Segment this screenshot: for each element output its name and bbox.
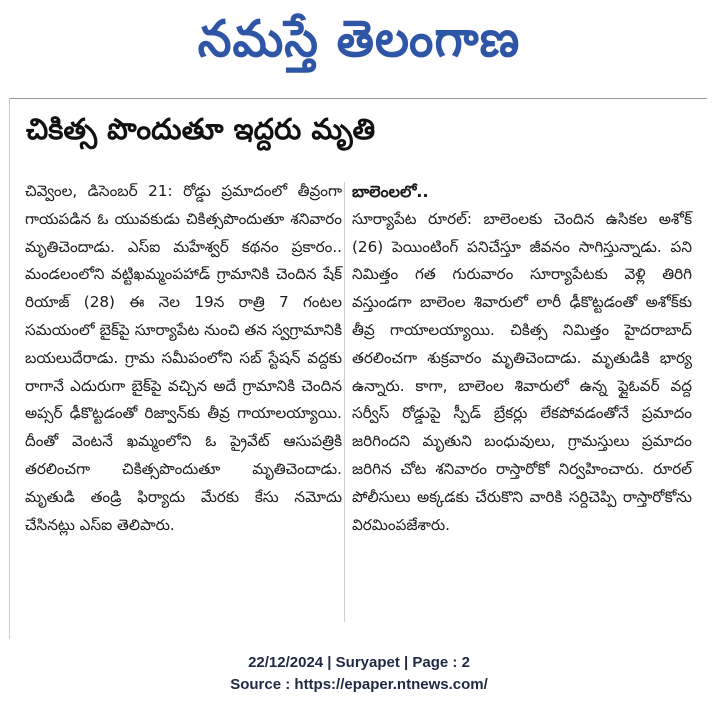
footer [0, 652, 718, 696]
left-column-text: చివ్వెంల, డిసెంబర్ 21: రోడ్డు ప్రమాదంలో తీవ్రంగా గాయపడిన ఓ యువకుడు చికిత్సపొందుతూ శనివారం మృతిచెందాడు. ఎస్ఐ మహేశ్వర్ కథనం ప్రకారం.. మండలంలోని వట్టిఖమ్మంపహాడ్ గ్రామానికి చెందిన షేక్ రియాజ్ (28) ఈ నెల 19న రాత్రి 7 గంటల సమయంలో బైక్‌పై సూర్యాపేట నుంచి తన స్వగ్రామానికి బయలుదేరాడు. గ్రామ సమీపంలోని సబ్ స్టేషన్ వద్దకు రాగానే ఎదురుగా బైక్‌పై వచ్చిన అదే గ్రామానికి చెందిన అప్సర్ ఢీకొట్టడంతో రిజ్వాన్‌కు తీవ్ర గాయాలయ్యాయి. దీంతో వెంటనే ఖమ్మంలోని ఓ ప్రైవేట్ ఆసుపత్రికి తరలించగా చికిత్సపొందుతూ మృతిచెందాడు. మృతుడి తండ్రి ఫిర్యాదు మేరకు కేసు నమోదు చేసినట్లు ఎస్ఐ తెలిపారు. [25, 182, 342, 534]
article-right-column [352, 178, 692, 539]
article-left-column [25, 178, 342, 539]
column-divider [344, 182, 345, 622]
right-column-text: సూర్యాపేట రూరల్: బాలెంలకు చెందిన ఉసికల అశోక్ (26) పెయింటింగ్ పనిచేస్తూ జీవనం సాగిస్తున్నాడు. పని నిమిత్తం గత గురువారం సూర్యాపేటకు వెళ్లి తిరిగి వస్తుండగా బాలెంల శివారులో లారీ ఢీకొట్టడంతో అశోక్‌కు తీవ్ర గాయాలయ్యాయి. చికిత్స నిమిత్తం హైదరాబాద్ తరలించగా శుక్రవారం మృతిచెందాడు. మృతుడికి భార్య ఉన్నారు. కాగా, బాలెంల శివారులో ఉన్న ఫ్లైఓవర్ వద్ద సర్వీస్ రోడ్డుపై స్పీడ్ బ్రేకర్లు లేకపోవడంతోనే ప్రమాదం జరిగిందని మృతుని బంధువులు, గ్రామస్తులు ప్రమాదం జరిగిన చోట శనివారం రాస్తారోకో నిర్వహించారు. రూరల్ పోలీసులు అక్కడకు చేరుకొని వారికి సర్దిచెప్పి రాస్తారోకోను విరమింపజేశారు. [352, 209, 692, 534]
footer-source: Source : https://epaper.ntnews.com/ [230, 676, 488, 693]
newspaper-logo: నమస్తే తెలంగాణ [197, 9, 521, 69]
article-headline: చికిత్స పొందుతూ ఇద్దరు మృతి [26, 112, 376, 146]
right-column-subhead: బాలెంలలో.. [352, 182, 429, 201]
masthead [0, 0, 718, 78]
headline-area [10, 100, 710, 162]
footer-meta: 22/12/2024 | Suryapet | Page : 2 [248, 654, 470, 671]
